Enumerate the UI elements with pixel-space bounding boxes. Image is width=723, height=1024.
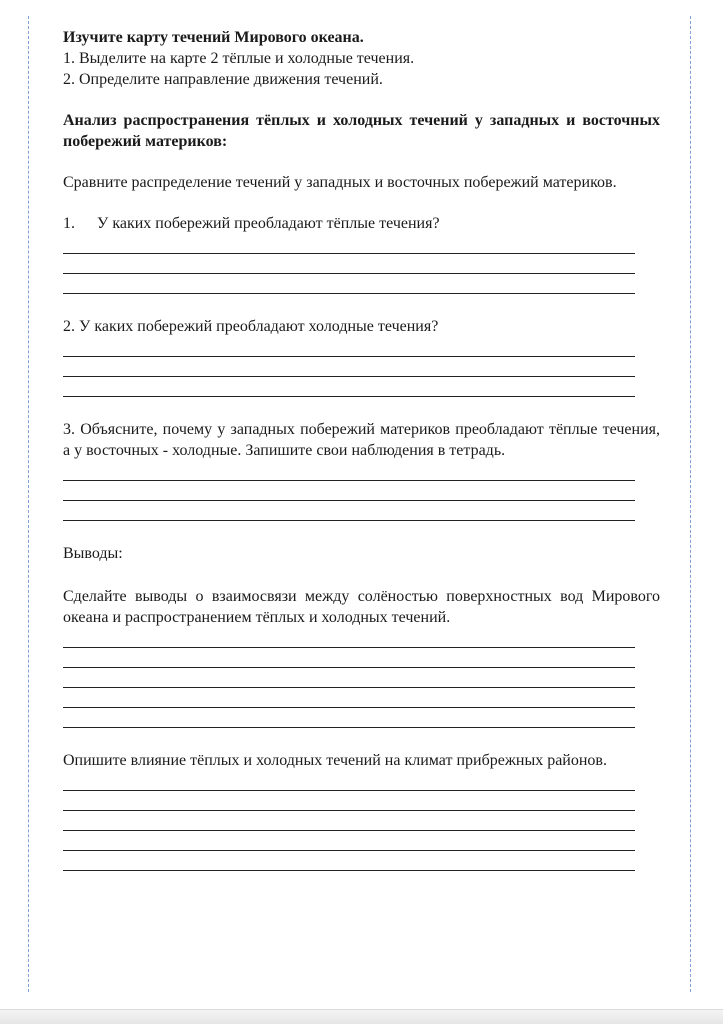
answer-line[interactable] [63, 357, 635, 377]
answer-lines-5[interactable] [63, 777, 635, 871]
answer-line[interactable] [63, 634, 635, 648]
conclusions-task-2: Опишите влияние тёплых и холодных течений на климат прибрежных районов. [63, 752, 607, 769]
answer-line[interactable] [63, 240, 635, 254]
answer-line[interactable] [63, 777, 635, 791]
answer-line[interactable] [63, 254, 635, 274]
answer-line[interactable] [63, 688, 635, 708]
answer-line[interactable] [63, 708, 635, 728]
answer-line[interactable] [63, 791, 635, 811]
question-2: 2. У каких побережий преобладают холодные течения? [63, 318, 439, 335]
worksheet-title: Изучите карту течений Мирового океана. [63, 29, 364, 46]
answer-line[interactable] [63, 831, 635, 851]
answer-line[interactable] [63, 851, 635, 871]
answer-lines-3[interactable] [63, 467, 635, 521]
answer-lines-2[interactable] [63, 343, 635, 397]
question-1-text: У каких побережий преобладают тёплые течения? [97, 215, 440, 232]
left-margin-guide [28, 16, 29, 992]
worksheet [63, 27, 660, 871]
step-2: 2. Определите направление движения течений. [63, 71, 383, 88]
answer-line[interactable] [63, 467, 635, 481]
answer-line[interactable] [63, 274, 635, 294]
answer-line[interactable] [63, 377, 635, 397]
answer-line[interactable] [63, 343, 635, 357]
step-1: 1. Выделите на карте 2 тёплые и холодные течения. [63, 50, 415, 67]
conclusions-label: Выводы: [63, 545, 123, 562]
analysis-intro: Сравните распределение течений у западных и восточных побережий материков. [63, 174, 617, 191]
page-bottom-edge [0, 1009, 723, 1024]
analysis-heading: Анализ распространения тёплых и холодных течений у западных и восточных побережий материков: [63, 112, 660, 150]
conclusions-task-1: Сделайте выводы о взаимосвязи между солёностью поверхностных вод Мирового океана и распространением тёплых и холодных течений. [63, 588, 660, 626]
answer-lines-1[interactable] [63, 240, 635, 294]
question-1-number: 1. [63, 215, 75, 232]
answer-line[interactable] [63, 648, 635, 668]
question-1 [63, 213, 660, 234]
answer-line[interactable] [63, 501, 635, 521]
right-margin-guide [690, 16, 691, 992]
answer-line[interactable] [63, 668, 635, 688]
answer-lines-4[interactable] [63, 634, 635, 728]
question-3: 3. Объясните, почему у западных побережий материков преобладают тёплые течения, а у восточных - холодные. Запишите свои наблюдения в тетрадь. [63, 421, 660, 459]
answer-line[interactable] [63, 811, 635, 831]
answer-line[interactable] [63, 481, 635, 501]
